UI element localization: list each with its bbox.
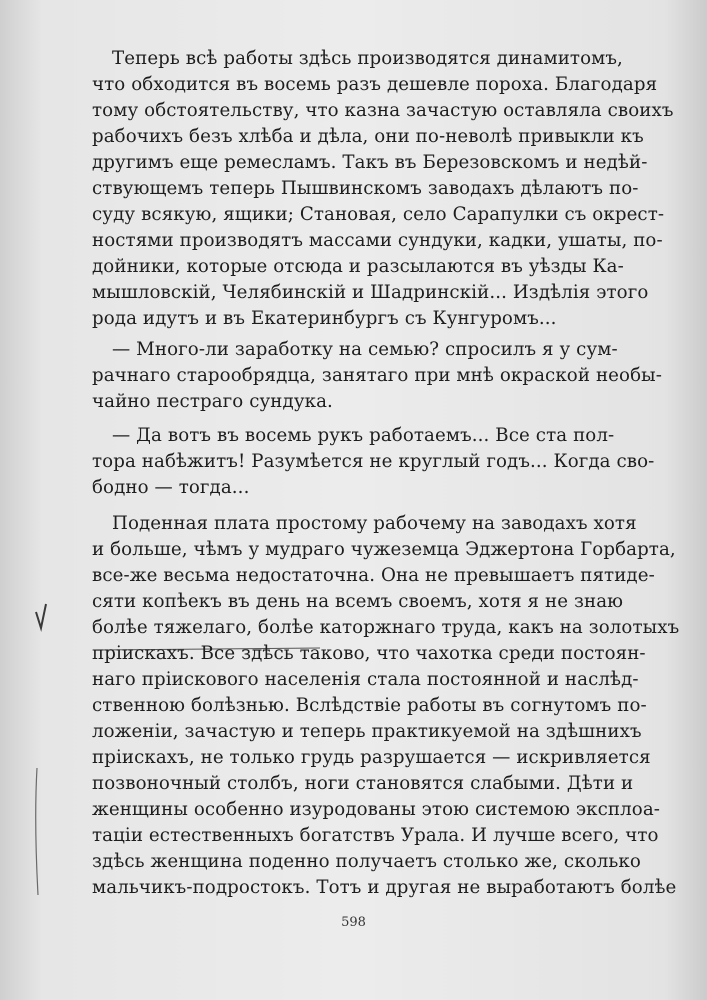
text-line: тому обстоятельству, что казна зачастую оставляла своихъ [92, 100, 674, 121]
text-line: женщины особенно изуродованы этою системою эксплоа- [92, 799, 661, 820]
text-line: позвоночный столбъ, ноги становятся слабыми. Дѣти и [92, 773, 634, 794]
text-line: таціи естественныхъ богатствъ Урала. И лучше всего, что [92, 825, 659, 846]
text-line: Поденная плата простому рабочему на заводахъ хотя [112, 513, 637, 534]
margin-vertical-line [36, 768, 38, 895]
text-line: — Много-ли заработку на семью? спросилъ я у сум- [112, 339, 618, 360]
text-line: болѣе тяжелаго, болѣе каторжнаго труда, какъ на золотыхъ [92, 617, 680, 638]
text-line: тора набѣжитъ! Разумѣется не круглый годъ... Когда сво- [92, 451, 655, 472]
text-line: чайно пестраго сундука. [92, 391, 333, 412]
text-line: бодно — тогда... [92, 477, 250, 498]
text-line: наго пріискового населенія стала постоянной и наслѣд- [92, 669, 639, 690]
text-line: ствующемъ теперь Пышвинскомъ заводахъ дѣлаютъ по- [92, 178, 639, 199]
text-line: дойники, которые отсюда и разсылаются въ уѣзды Ка- [92, 256, 624, 277]
text-line: здѣсь женщина поденно получаетъ столько же, сколько [92, 851, 641, 872]
text-line: пріискахъ. Все здѣсь таково, что чахотка среди постоян- [92, 643, 646, 664]
text-line: что обходится въ восемь разъ дешевле пороха. Благодаря [92, 74, 658, 95]
text-line: пріискахъ, не только грудь разрушается — искривляется [92, 747, 651, 768]
text-line: сяти копѣекъ въ день на всемъ своемъ, хотя я не знаю [92, 591, 624, 612]
text-line: рабочихъ безъ хлѣба и дѣла, они по-неволѣ привыкли къ [92, 126, 644, 147]
text-line: все-же весьма недостаточна. Она не превышаетъ пятиде- [92, 565, 655, 586]
text-line: рода идутъ и въ Екатеринбургъ съ Кунгуромъ... [92, 308, 557, 329]
text-line: Теперь всѣ работы здѣсь производятся динамитомъ, [112, 48, 623, 69]
page-number: 598 [341, 915, 366, 930]
text-line: мальчикъ-подростокъ. Тотъ и другая не выработаютъ болѣе [92, 877, 677, 898]
text-line: другимъ еще ремесламъ. Такъ въ Березовскомъ и недѣй- [92, 152, 648, 173]
text-line: рачнаго старообрядца, занятаго при мнѣ окраской необы- [92, 365, 662, 386]
margin-check-mark-icon [36, 604, 46, 628]
text-line: ственною болѣзнью. Вслѣдствіе работы въ согнутомъ по- [92, 695, 647, 716]
text-line: мышловскій, Челябинскій и Шадринскій... Издѣлія этого [92, 282, 649, 303]
text-line: ностями производятъ массами сундуки, кадки, ушаты, по- [92, 230, 663, 251]
text-line: и больше, чѣмъ у мудраго чужеземца Эджертона Горбарта, [92, 539, 676, 560]
text-line: — Да вотъ въ восемь рукъ работаемъ... Все ста пол- [112, 425, 615, 446]
text-line: суду всякую, ящики; Становая, село Сарапулки съ окрест- [92, 204, 665, 225]
text-line: ложеніи, зачастую и теперь практикуемой на здѣшнихъ [92, 721, 642, 742]
